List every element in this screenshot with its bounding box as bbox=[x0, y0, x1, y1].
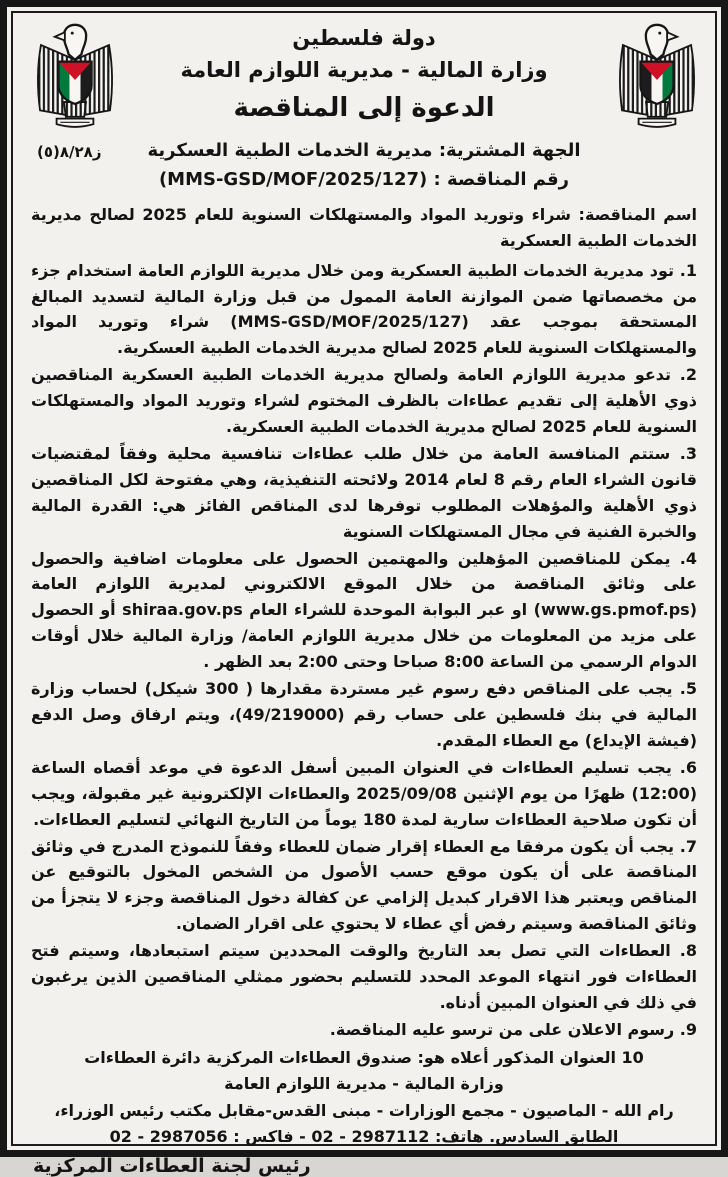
page-frame bbox=[11, 11, 717, 1177]
address-block bbox=[31, 1045, 697, 1151]
tender-condition-item: 3. ستتم المنافسة العامة من خلال طلب عطاءات تنافسية محلية وفقاً لمقتضيات قانون الشراء العام رقم 8 لعام 2014 ولائحته التنفيذية، وهي مفتوحة لكل المناقصين ذوي الأهلية والمؤهلات المطلوب توفرها لدى المناقص الفائز هي: القدرة المالية والخبرة الفنية في مجال المستهلكات السنوية bbox=[31, 443, 698, 541]
palestine-eagle-emblem-icon bbox=[611, 21, 703, 139]
tender-condition-item: 5. يجب على المناقص دفع رسوم غير مستردة مقدارها ( 300 شيكل) لحساب وزارة المالية في بنك فلسطين على حساب رقم (49/219000)، ويتم ارفاق وصل الدفع (فيشة الإيداع) مع العطاء المقدم. bbox=[31, 679, 698, 750]
tender-condition-item: 8. العطاءات التي تصل بعد التاريخ والوقت المحددين سيتم استبعادها، وسيتم فتح العطاءات فور انتهاء الموعد المحدد للتسليم بحضور ممثلي المناقصين الذين يرغبون في ذلك في العنوان المبين أدناه. bbox=[31, 941, 697, 1012]
tender-name-line: اسم المناقصة: شراء وتوريد المواد والمستهلكات السنوية للعام 2025 لصالح مديرية الخدمات الطبية العسكرية bbox=[31, 205, 698, 250]
address-line: وزارة المالية - مديرية اللوازم العامة bbox=[224, 1074, 504, 1094]
tender-meta bbox=[101, 136, 627, 194]
ministry-name: وزارة المالية - مديرية اللوازم العامة bbox=[180, 57, 548, 82]
notice-header bbox=[131, 23, 597, 126]
tender-condition-item: 4. يمكن للمناقصين المؤهلين والمهتمين الحصول على معلومات اضافية والحصول على وثائق المناقصة من خلال الموقع الالكتروني لمديرية اللوازم العامة (www.gs.pmof.ps) او عبر البوابة الموحدة للشراء العام shiraa.gov.ps أو الحصول على مزيد من المعلومات من خلال مديرية اللوازم العامة/ وزارة المالية خلال أوقات الدوام الرسمي من الساعة 8:00 صباحا وحتى 2:00 بعد الظهر . bbox=[31, 548, 697, 672]
page-title: الدعوة إلى المناقصة bbox=[233, 93, 495, 123]
tender-condition-item: 6. يجب تسليم العطاءات في العنوان المبين أسفل الدعوة في موعد أقصاه الساعة (12:00) ظهرًا من يوم الإثنين 2025/09/08 والعطاءات الإلكترونية غير مقبولة، ويجب أن تكون صلاحية العطاءات سارية لمدة 180 يوماً من التاريخ النهائي لتسليم العطاءات. bbox=[31, 757, 698, 829]
tender-conditions-list bbox=[31, 258, 697, 1043]
tender-number-line: رقم المناقصة : (MMS-GSD/MOF/2025/127) bbox=[158, 169, 570, 191]
tender-condition-item: 7. يجب أن يكون مرفقا مع العطاء إقرار ضمان للعطاء وفقاً للنموذج المدرج في وثائق المناقصة على أن يكون موقع حسب الأصول من الشخص المخول بالتوقيع عن المناقص ويعتبر هذا الاقرار كبديل إلزامي عن كفالة دخول المناقصة وجزء لا يتجزأ من وثائق المناقصة وسيتم رفض أي عطاء لا يحتوي على اقرار الضمان. bbox=[31, 836, 697, 934]
address-line: رام الله - الماصيون - مجمع الوزارات - مبنى القدس-مقابل مكتب رئيس الوزراء، الطابق السادس. هاتف: 2987112 - 02 - فاكس : 2987056 - 02 bbox=[54, 1100, 674, 1147]
tender-condition-item: 9. رسوم الاعلان على من ترسو عليه المناقصة. bbox=[329, 1019, 697, 1039]
ref-number-note: ز٨/٢٨(٥) bbox=[37, 143, 102, 161]
palestine-eagle-emblem-icon bbox=[29, 21, 121, 139]
address-line: 10 العنوان المذكور أعلاه هو: صندوق العطاءات المركزية دائرة العطاءات bbox=[84, 1047, 644, 1067]
buyer-entity-line: الجهة المشترية: مديرية الخدمات الطبية العسكرية bbox=[147, 140, 581, 162]
signature-line: رئيس لجنة العطاءات المركزية bbox=[33, 1154, 311, 1177]
state-name: دولة فلسطين bbox=[292, 26, 436, 50]
tender-condition-item: 1. تود مديرية الخدمات الطبية العسكرية ومن خلال مديرية اللوازم العامة استخدام جزء من مخصصاتها ضمن الموازنة العامة الممول من قبل وزارة المالية لتسديد المبالغ المستحقة بموجب عقد (MMS-GSD/MOF/2025/127) شراء وتوريد المواد والمستهلكات السنوية للعام 2025 لصالح مديرية الخدمات الطبية العسكرية. bbox=[31, 260, 697, 358]
tender-condition-item: 2. تدعو مديرية اللوازم العامة ولصالح مديرية الخدمات الطبية العسكرية المناقصين ذوي الأهلية إلى تقديم عطاءات بالظرف المختوم لشراء وتوريد المواد والمستهلكات السنوية للعام 2025 لصالح مديرية الخدمات الطبية العسكرية. bbox=[31, 365, 697, 437]
